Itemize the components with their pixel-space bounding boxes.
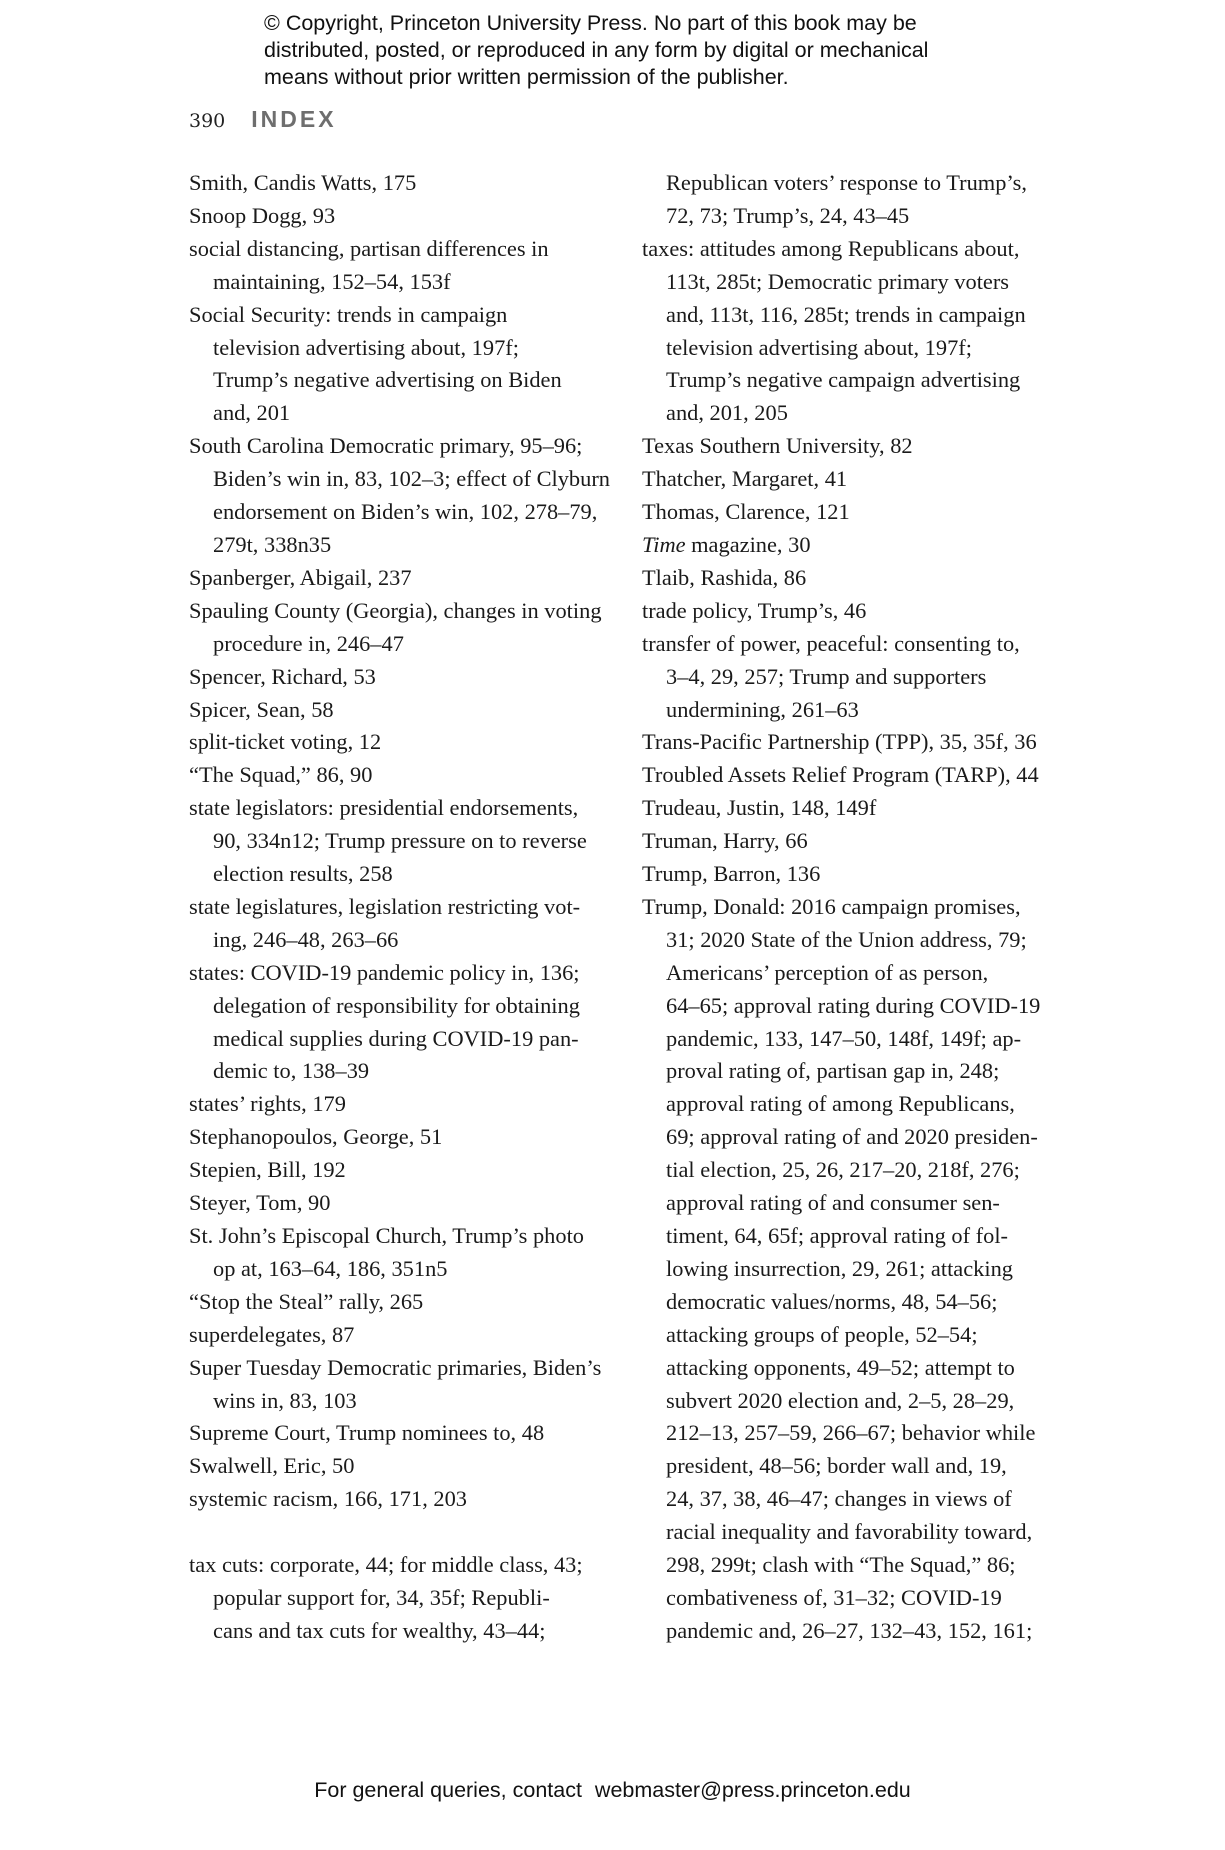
- index-entry-line: 90, 334n12; Trump pressure on to reverse: [213, 828, 587, 854]
- index-entry-line: Swalwell, Eric, 50: [189, 1453, 355, 1479]
- index-entry-line: democratic values/norms, 48, 54–56;: [666, 1288, 998, 1314]
- index-entry-line: wins in, 83, 103: [213, 1387, 357, 1413]
- index-entry-line: 31; 2020 State of the Union address, 79;: [666, 926, 1027, 952]
- index-entry: [189, 299, 619, 431]
- index-entry: [189, 595, 619, 661]
- index-entry-line: pandemic and, 26–27, 132–43, 152, 161;: [666, 1617, 1033, 1643]
- index-entry-line: Thatcher, Margaret, 41: [642, 466, 848, 492]
- index-entry-line: Supreme Court, Trump nominees to, 48: [189, 1420, 545, 1446]
- index-entry-line: Trump’s negative advertising on Biden: [213, 367, 562, 393]
- index-entry: [642, 463, 1062, 496]
- index-entry-line: South Carolina Democratic primary, 95–96;: [189, 433, 583, 459]
- index-letter-gap: [189, 1516, 619, 1549]
- index-entry-line: Biden’s win in, 83, 102–3; effect of Clyburn: [213, 466, 610, 492]
- index-entry-line: taxes: attitudes among Republicans about,: [642, 235, 1020, 261]
- index-entry: [642, 858, 1062, 891]
- index-entry-line: procedure in, 246–47: [213, 630, 404, 656]
- index-entry: [189, 957, 619, 1089]
- index-entry-line: op at, 163–64, 186, 351n5: [213, 1255, 448, 1281]
- index-entry-line: Trans-Pacific Partnership (TPP), 35, 35f, 36: [642, 729, 1037, 755]
- index-entry: [189, 1088, 619, 1121]
- index-entry-italic-term: Time: [642, 531, 686, 557]
- index-entry-line: tial election, 25, 26, 217–20, 218f, 276;: [666, 1157, 1020, 1183]
- index-entry: [189, 726, 619, 759]
- index-entry: [189, 891, 619, 957]
- index-entry-line: Trump, Donald: 2016 campaign promises,: [642, 893, 1021, 919]
- index-entry: [189, 200, 619, 233]
- index-entry-line: and, 201: [213, 400, 291, 426]
- index-entry-line: Stepien, Bill, 192: [189, 1157, 346, 1183]
- index-entry: [642, 595, 1062, 628]
- index-entry-line: 69; approval rating of and 2020 presiden-: [666, 1124, 1038, 1150]
- index-entry-line: superdelegates, 87: [189, 1321, 355, 1347]
- index-entry-line: combativeness of, 31–32; COVID-19: [666, 1584, 1002, 1610]
- index-entry: [189, 1483, 619, 1516]
- index-entry-line: 298, 299t; clash with “The Squad,” 86;: [666, 1552, 1016, 1578]
- index-entry-line: attacking opponents, 49–52; attempt to: [666, 1354, 1015, 1380]
- section-title: INDEX: [251, 106, 337, 132]
- index-entry-line: Texas Southern University, 82: [642, 433, 913, 459]
- footer-text: For general queries, contact: [314, 1778, 582, 1802]
- index-entry: [189, 759, 619, 792]
- index-entry-line: 212–13, 257–59, 266–67; behavior while: [666, 1420, 1036, 1446]
- index-entry-line: pandemic, 133, 147–50, 148f, 149f; ap-: [666, 1025, 1022, 1051]
- index-entry-line: split-ticket voting, 12: [189, 729, 382, 755]
- index-entry-line: Snoop Dogg, 93: [189, 202, 336, 228]
- index-entry-line: states’ rights, 179: [189, 1091, 346, 1117]
- index-entry-line: Tlaib, Rashida, 86: [642, 564, 807, 590]
- index-entry-line: state legislatures, legislation restricting vot-: [189, 893, 581, 919]
- index-entry: [189, 233, 619, 299]
- index-entry: [189, 1220, 619, 1286]
- index-entry-line: trade policy, Trump’s, 46: [642, 597, 867, 623]
- index-entry-line: medical supplies during COVID-19 pan-: [213, 1025, 579, 1051]
- index-entry-line: popular support for, 34, 35f; Republi-: [213, 1584, 550, 1610]
- footer-email-link[interactable]: webmaster@press.princeton.edu: [594, 1778, 911, 1802]
- index-column-right: [642, 167, 1062, 1648]
- index-entry-line: Stephanopoulos, George, 51: [189, 1124, 443, 1150]
- index-entry: [642, 628, 1062, 727]
- index-entry-line: Americans’ perception of as person,: [666, 959, 989, 985]
- index-entry: [642, 496, 1062, 529]
- index-entry: [189, 661, 619, 694]
- index-entry: [642, 430, 1062, 463]
- index-entry: [189, 1450, 619, 1483]
- index-entry-line: lowing insurrection, 29, 261; attacking: [666, 1255, 1013, 1281]
- index-entry: [189, 430, 619, 562]
- index-entry: [642, 759, 1062, 792]
- index-entry-line: 113t, 285t; Democratic primary voters: [666, 268, 1010, 294]
- index-entry: [189, 1417, 619, 1450]
- index-entry-line: racial inequality and favorability toward,: [666, 1519, 1033, 1545]
- index-entry-line: timent, 64, 65f; approval rating of fol-: [666, 1223, 1008, 1248]
- index-entry: [642, 562, 1062, 595]
- index-entry: [189, 1286, 619, 1319]
- index-entry-line: state legislators: presidential endorsements,: [189, 795, 579, 821]
- index-entry-line: Spanberger, Abigail, 237: [189, 564, 412, 590]
- index-entry-line: election results, 258: [213, 861, 393, 887]
- index-entry: [189, 694, 619, 727]
- index-entry-line: 3–4, 29, 257; Trump and supporters: [666, 663, 987, 689]
- index-entry-line: and, 201, 205: [666, 400, 788, 426]
- index-entry-line: “Stop the Steal” rally, 265: [189, 1288, 424, 1314]
- index-entry: [189, 167, 619, 200]
- copyright-notice: [264, 10, 1024, 91]
- page-number: 390: [189, 110, 226, 132]
- index-entry: [642, 891, 1062, 1648]
- index-entry-line: approval rating of among Republicans,: [666, 1091, 1015, 1117]
- index-entry-line: systemic racism, 166, 171, 203: [189, 1486, 467, 1512]
- index-entry-line: Smith, Candis Watts, 175: [189, 170, 417, 195]
- index-entries-right: [642, 233, 1062, 1648]
- index-entry: [642, 825, 1062, 858]
- index-entry-line: Troubled Assets Relief Program (TARP), 44: [642, 762, 1039, 788]
- index-entry-line: Trudeau, Justin, 148, 149f: [642, 795, 877, 821]
- index-entry: [189, 792, 619, 891]
- index-entry: [642, 529, 1062, 562]
- index-entry: [189, 562, 619, 595]
- index-entry-line: Steyer, Tom, 90: [189, 1190, 331, 1216]
- index-entry-line: 24, 37, 38, 46–47; changes in views of: [666, 1486, 1012, 1512]
- index-entry: [189, 1549, 619, 1648]
- index-entry-line: television advertising about, 197f;: [666, 334, 972, 360]
- index-entry-line: “The Squad,” 86, 90: [189, 762, 373, 788]
- index-entry: [189, 1319, 619, 1352]
- copyright-line: means without prior written permission of the publisher.: [264, 65, 789, 89]
- index-entry: [189, 1121, 619, 1154]
- index-entry-line: delegation of responsibility for obtaining: [213, 992, 580, 1018]
- index-entry: [189, 1154, 619, 1187]
- index-entry-line: Spencer, Richard, 53: [189, 663, 376, 689]
- index-entry: [642, 233, 1062, 430]
- index-entry-line: endorsement on Biden’s win, 102, 278–79,: [213, 499, 598, 525]
- index-entry-line: 72, 73; Trump’s, 24, 43–45: [666, 202, 910, 228]
- index-entry-line: subvert 2020 election and, 2–5, 28–29,: [666, 1387, 1015, 1413]
- index-entry-line: approval rating of and consumer sen-: [666, 1190, 1000, 1216]
- index-entry-line: Spauling County (Georgia), changes in voting: [189, 597, 602, 623]
- index-entry-line: Trump’s negative campaign advertising: [666, 367, 1021, 393]
- index-entry-line: cans and tax cuts for wealthy, 43–44;: [213, 1617, 546, 1643]
- index-entry-line: transfer of power, peaceful: consenting to,: [642, 630, 1020, 656]
- index-entry-line: Truman, Harry, 66: [642, 828, 808, 854]
- index-entry-line: attacking groups of people, 52–54;: [666, 1321, 978, 1347]
- footer: [0, 1778, 1225, 1803]
- index-entry: [642, 792, 1062, 825]
- index-entry-line: television advertising about, 197f;: [213, 334, 519, 360]
- index-entry-continuation: [642, 167, 1062, 233]
- index-entry-line: and, 113t, 116, 285t; trends in campaign: [666, 301, 1026, 327]
- index-entry-line: Social Security: trends in campaign: [189, 301, 508, 327]
- index-entry: [189, 1187, 619, 1220]
- index-entry-line: president, 48–56; border wall and, 19,: [666, 1453, 1007, 1479]
- index-entry: [189, 1352, 619, 1418]
- index-entry-line: undermining, 261–63: [666, 696, 859, 722]
- index-entry-line: 64–65; approval rating during COVID-19: [666, 992, 1041, 1018]
- index-column-left: [189, 167, 619, 1648]
- copyright-line: distributed, posted, or reproduced in any form by digital or mechanical: [264, 38, 929, 62]
- index-entry: [642, 726, 1062, 759]
- index-entry-line: Trump, Barron, 136: [642, 861, 821, 887]
- index-entry-line: states: COVID-19 pandemic policy in, 136;: [189, 959, 580, 985]
- index-entry-line: 279t, 338n35: [213, 531, 332, 557]
- index-entry-line: Republican voters’ response to Trump’s,: [666, 170, 1027, 195]
- index-entry-line: Time magazine, 30: [642, 531, 811, 557]
- index-entry-line: Super Tuesday Democratic primaries, Biden’s: [189, 1354, 602, 1380]
- index-entry-line: ing, 246–48, 263–66: [213, 926, 399, 952]
- running-head: [189, 106, 337, 140]
- index-entry-line: Spicer, Sean, 58: [189, 696, 334, 722]
- index-entry-line: tax cuts: corporate, 44; for middle class, 43;: [189, 1552, 583, 1578]
- index-entry-line: proval rating of, partisan gap in, 248;: [666, 1058, 1000, 1084]
- index-entry-line: social distancing, partisan differences in: [189, 235, 549, 261]
- index-entry-line: demic to, 138–39: [213, 1058, 370, 1084]
- index-entry-line: maintaining, 152–54, 153f: [213, 268, 451, 294]
- copyright-line: © Copyright, Princeton University Press. No part of this book may be: [264, 11, 917, 35]
- index-entry-line: St. John’s Episcopal Church, Trump’s photo: [189, 1223, 584, 1248]
- index-entry-line: Thomas, Clarence, 121: [642, 499, 850, 525]
